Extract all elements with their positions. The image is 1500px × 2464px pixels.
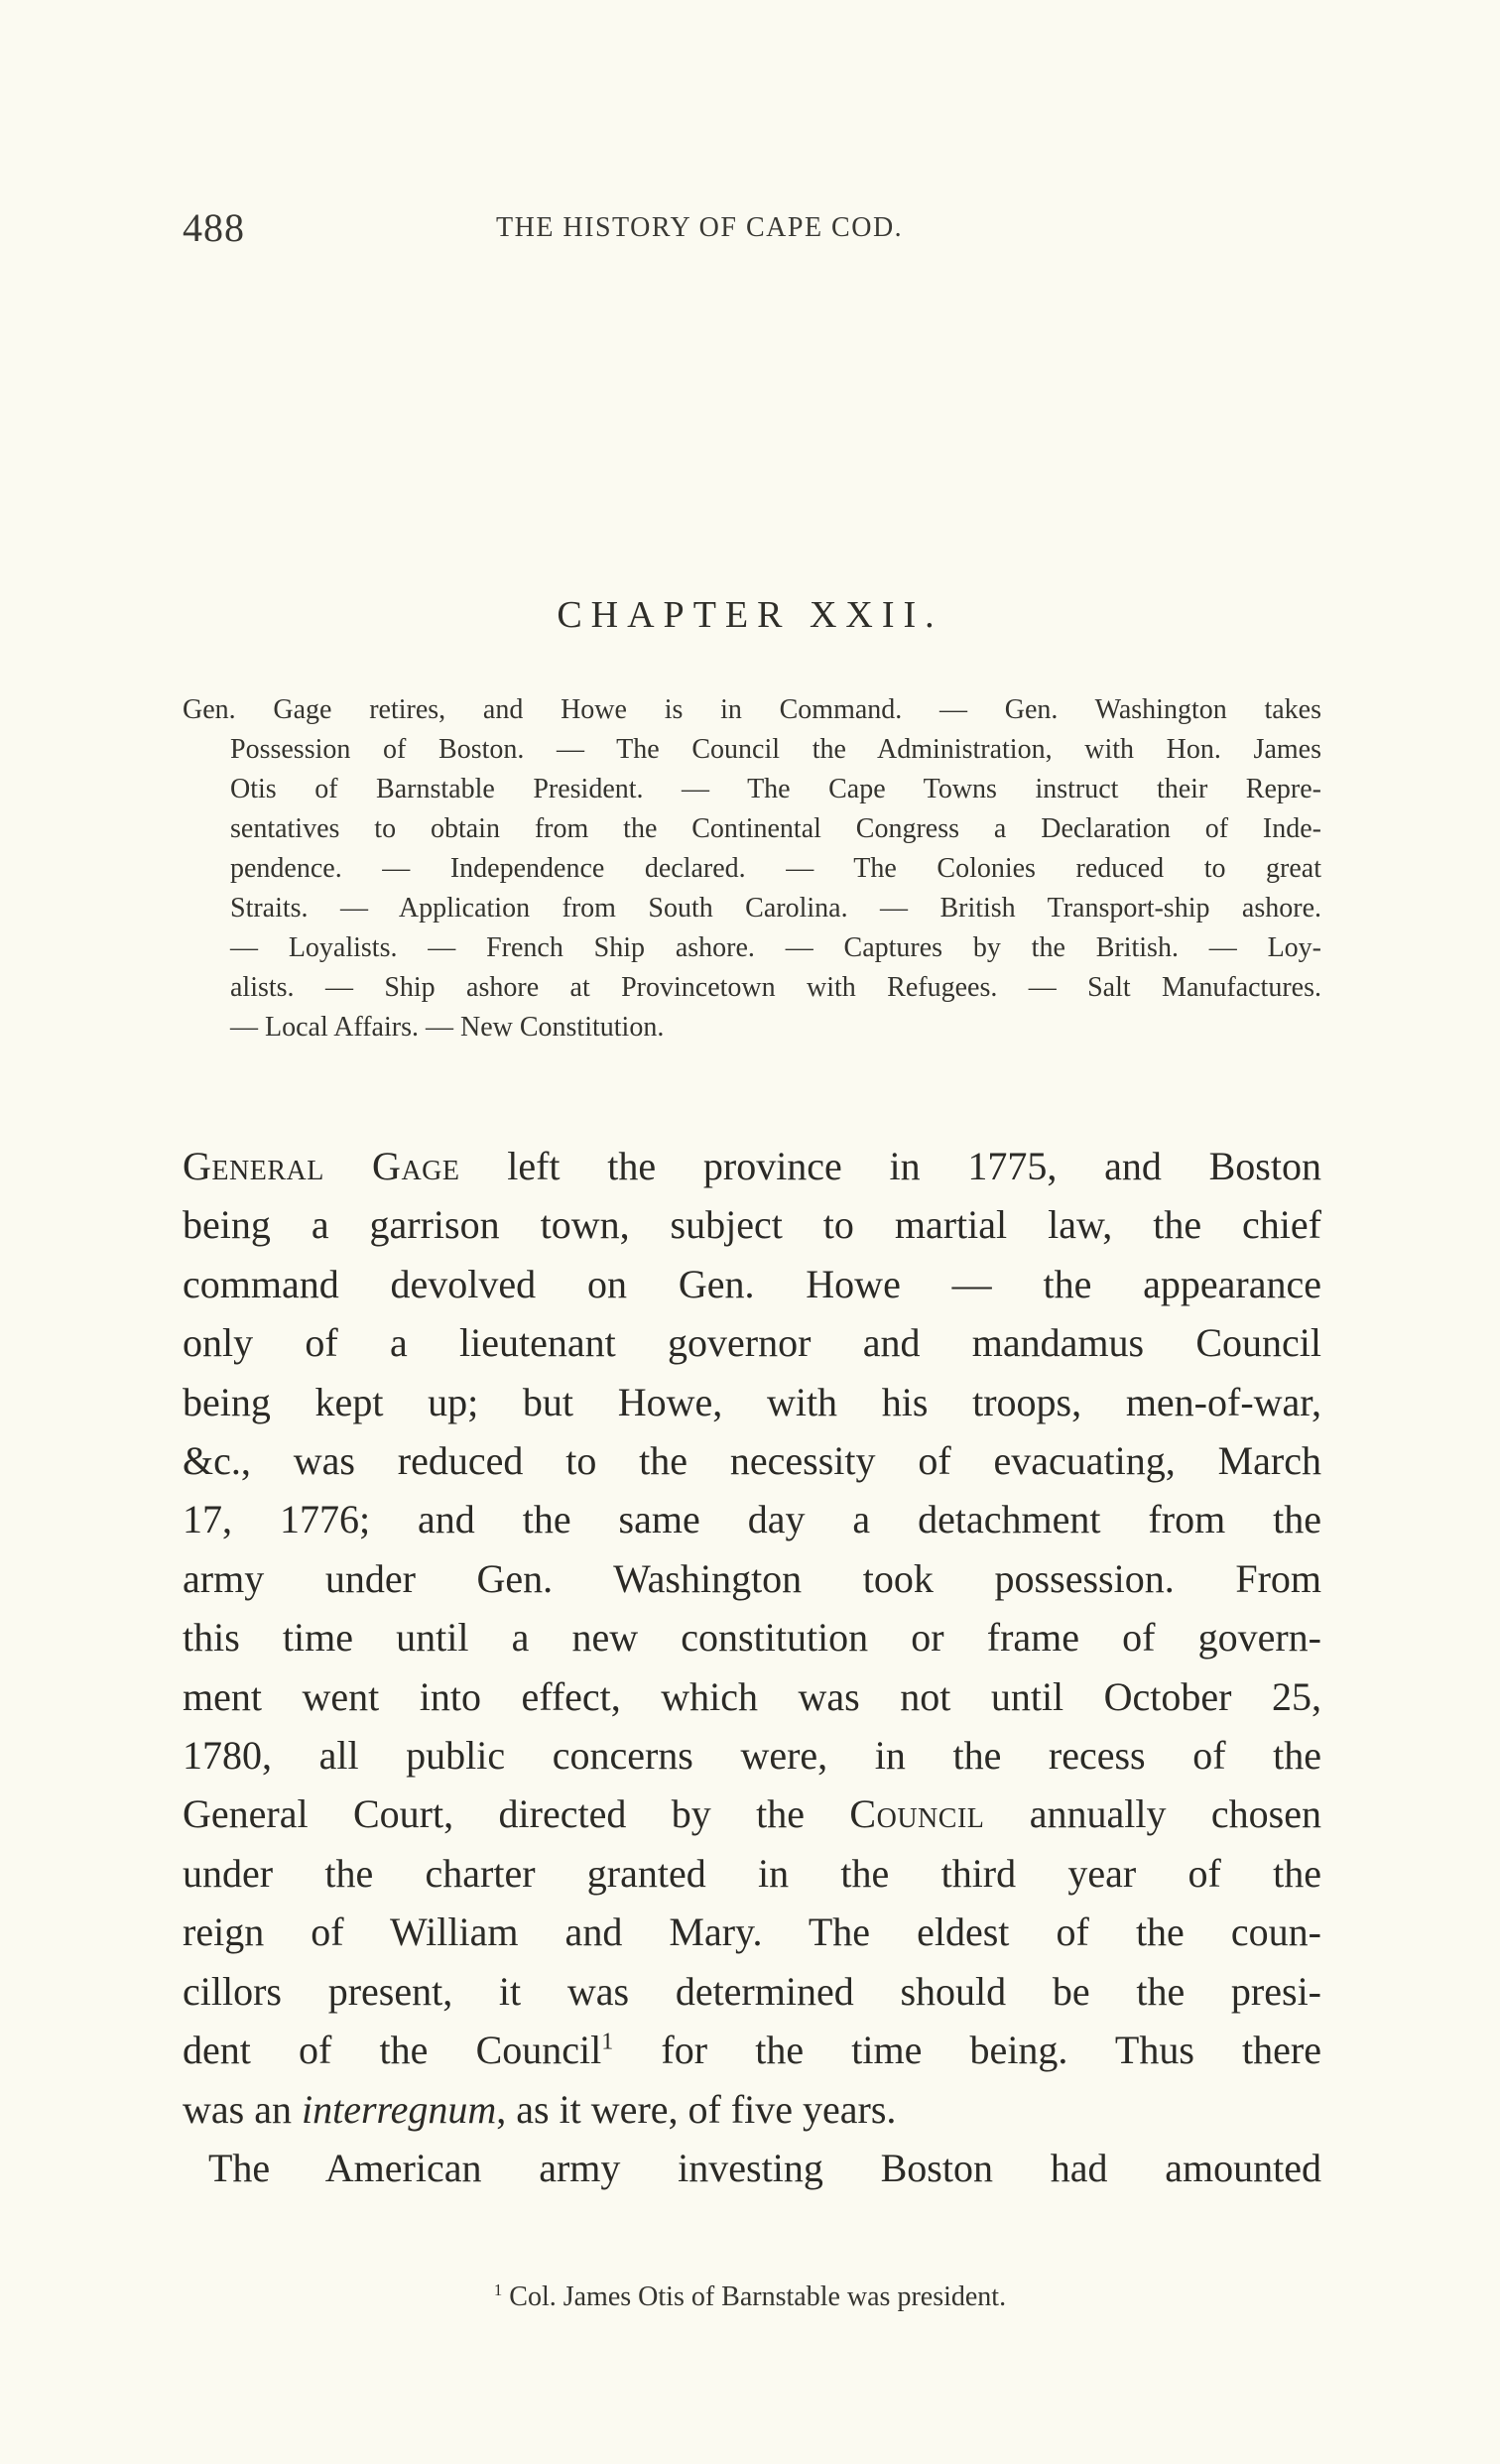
page-number: 488: [183, 205, 245, 250]
body-line: only of a lieutenant governor and mandamus Council: [183, 1320, 1321, 1366]
body-line: reign of William and Mary. The eldest of the coun-: [183, 1910, 1321, 1955]
body-line: [183, 2021, 1321, 2079]
small-caps-word: Council: [849, 1791, 985, 1837]
italic-word: interregnum: [301, 2086, 497, 2132]
body-line: under the charter granted in the third year of the: [183, 1850, 1321, 1896]
synopsis-line: — Local Affairs. — New Constitution.: [230, 1012, 665, 1043]
synopsis-line: — Loyalists. — French Ship ashore. — Captures by the British. — Loy-: [230, 932, 1321, 963]
synopsis-line: sentatives to obtain from the Continental Congress a Declaration of Inde-: [230, 813, 1321, 844]
body-line-text: , as it were, of five years.: [496, 2086, 897, 2132]
body-line: [183, 2080, 1321, 2139]
body-line-text: left the province in 1775, and Boston: [459, 1144, 1321, 1188]
body-line-text: for the time being. Thus there: [613, 2028, 1321, 2073]
body-line: being a garrison town, subject to martial law, the chief: [183, 1202, 1321, 1248]
synopsis-line: Gen. Gage retires, and Howe is in Command. — Gen. Washington takes: [183, 694, 1321, 725]
body-line-text: was an: [183, 2086, 302, 2132]
body-line: &c., was reduced to the necessity of evacuating, March: [183, 1438, 1321, 1484]
synopsis-line: Possession of Boston. — The Council the Administration, with Hon. James: [230, 734, 1321, 765]
body-line-text: annually chosen: [984, 1791, 1322, 1837]
body-line: [183, 1137, 1321, 1195]
body-line: 1780, all public concerns were, in the recess of the: [183, 1733, 1321, 1779]
chapter-synopsis: [183, 690, 1321, 1047]
body-line: 17, 1776; and the same day a detachment from the: [183, 1497, 1321, 1542]
body-line: [183, 1785, 1321, 1843]
body-text: [183, 1137, 1321, 2197]
body-line: being kept up; but Howe, with his troops, men-of-war,: [183, 1379, 1321, 1424]
body-line: cillors present, it was determined should be the presi-: [183, 1968, 1321, 2014]
footnote-mark: 1: [493, 2279, 503, 2299]
footnote: [0, 2281, 1500, 2313]
running-head: THE HISTORY OF CAPE COD.: [496, 212, 904, 243]
small-caps-name: General Gage: [183, 1144, 460, 1188]
body-line: command devolved on Gen. Howe — the appearance: [183, 1261, 1321, 1306]
body-line: this time until a new constitution or frame of govern-: [183, 1615, 1321, 1661]
synopsis-line: Otis of Barnstable President. — The Cape Towns instruct their Repre-: [230, 774, 1321, 804]
chapter-title: CHAPTER XXII.: [557, 594, 943, 636]
body-line-text: General Court, directed by the: [183, 1791, 850, 1837]
body-line-text: dent of the Council: [183, 2028, 602, 2073]
footnote-text: Col. James Otis of Barnstable was president.: [502, 2281, 1007, 2312]
synopsis-line: Straits. — Application from South Carolina. — British Transport-ship ashore.: [230, 893, 1321, 924]
footnote-reference: 1: [601, 2029, 614, 2055]
synopsis-line: pendence. — Independence declared. — The Colonies reduced to great: [230, 853, 1321, 884]
body-line: The American army investing Boston had amounted: [208, 2145, 1321, 2190]
body-line: ment went into effect, which was not until October 25,: [183, 1673, 1321, 1719]
body-line: army under Gen. Washington took possession. From: [183, 1555, 1321, 1601]
synopsis-line: alists. — Ship ashore at Provincetown with Refugees. — Salt Manufactures.: [230, 972, 1321, 1003]
